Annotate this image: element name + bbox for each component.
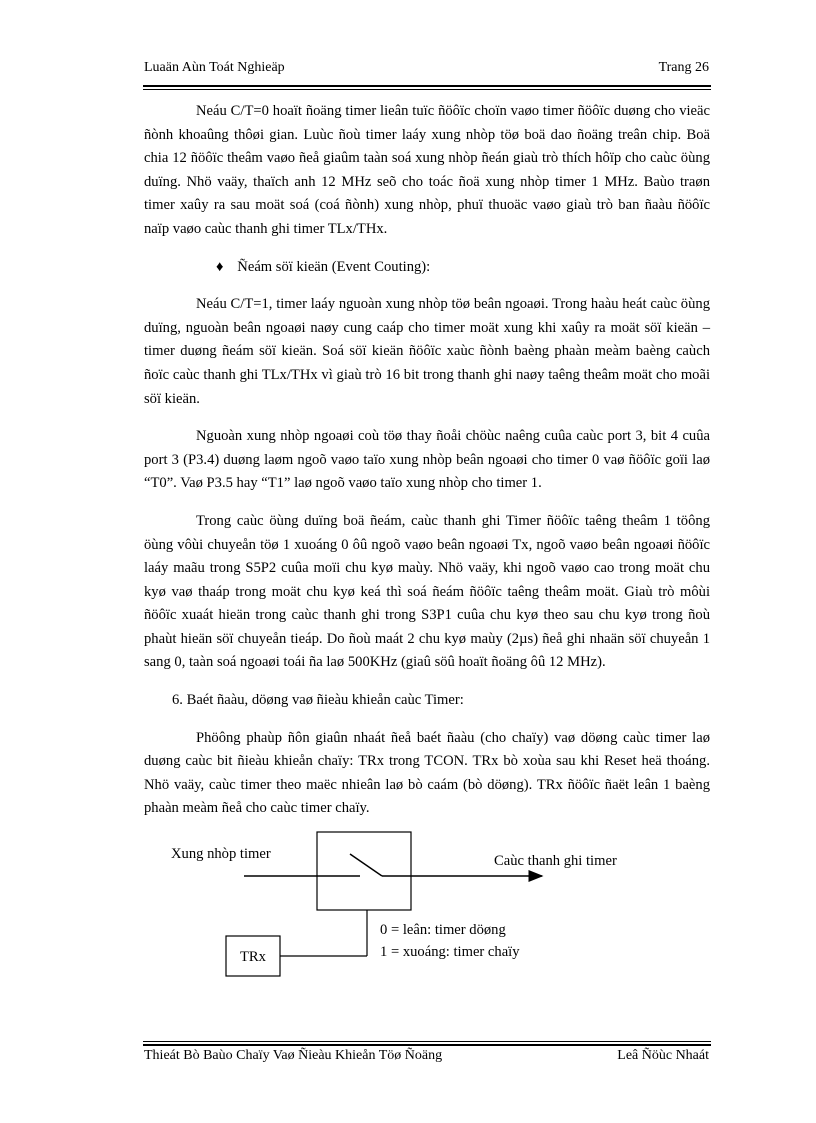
footer-author: Leâ Ñöùc Nhaát	[617, 1048, 709, 1063]
footer-title: Thieát Bò Baùo Chaïy Vaø Ñieàu Khieån Töø Ñoäng	[144, 1048, 443, 1063]
trx-label: TRx	[240, 949, 266, 965]
paragraph-5: Phöông phaùp ñôn giaûn nhaát ñeå baét ñaàu (cho chaïy) vaø döøng caùc timer laø duøng caùc bit ñieàu khieån chaïy: TRx trong TCON. TRx bò xoùa sau khi Reset heä thoáng. Nhö vaäy, caùc timer theo maëc nhieân laø bò caám (bò döøng). TRx ñöôïc ñaët leân 1 baèng phaàn meàm ñeå cho caùc timer chaïy.	[144, 729, 710, 817]
header-rule-thin	[143, 89, 711, 90]
output-label: Caùc thanh ghi timer	[494, 853, 617, 869]
diamond-bullet-icon: ♦	[216, 258, 224, 275]
header-title: Luaän Aùn Toát Nghieäp	[144, 60, 285, 75]
input-label: Xung nhòp timer	[171, 846, 271, 862]
timer-control-diagram	[144, 820, 710, 990]
paragraph-3: Nguoàn xung nhòp ngoaøi coù töø thay ñoåi chöùc naêng cuûa caùc port 3, bit 4 cuûa port 3 (P3.4) duøng laøm ngoõ vaøo taïo xung nhòp beân ngoaøi cho timer 0 vaø ñöôïc goïi laø “T0”. Vaø P3.5 hay “T1” laø ngoõ vaøo taïo xung nhòp cho timer 1.	[144, 428, 710, 492]
switch-blade	[350, 854, 382, 876]
paragraph-1: Neáu C/T=0 hoaït ñoäng timer lieân tuïc ñöôïc choïn vaøo timer ñöôïc duøng cho vieäc ñònh khoaûng thôøi gian. Luùc ñoù timer laáy xung nhòp töø boä dao ñoäng treân chip. Boä chia 12 ñöôïc theâm vaøo ñeå giaûm taàn soá xung nhòp ñeán giaù trò thích hôïp cho caùc öùng duïng. Nhö vaäy, thaïch anh 12 MHz seõ cho toác ñoä xung nhòp timer 1 MHz. Baùo traøn timer xaûy ra sau moät soá (coá ñònh) xung nhòp, phuï thuoäc vaøo giaù trò ban ñaàu ñöôïc naïp vaøo caùc thanh ghi timer TLx/THx.	[144, 103, 710, 237]
footer-rule-thin	[143, 1041, 711, 1042]
paragraph-4: Trong caùc öùng duïng boä ñeám, caùc thanh ghi Timer ñöôïc taêng theâm 1 töông öùng vôùi chuyeån töø 1 xuoáng 0 ôû ngoõ vaøo beân ngoaøi Tx, ngoõ vaøo beân ngoaøi ñöôïc laáy maãu trong S5P2 cuûa moïi chu kyø maùy. Nhö vaäy, khi ngoõ vaøo cao trong moät chu kyø vaø thaáp trong moät chu kyø keá thì soá ñeám ñöôïc taêng theâm moät. Giaù trò môùi ñöôïc xuaát hieän trong caùc thanh ghi trong S3P1 cuûa chu kyø theo sau chu kyø trong ñoù phaùt hieän söï chuyeån tieáp. Do ñoù maát 2 chu kyø maùy (2µs) ñeå ghi nhaän söï chuyeån 1 sang 0, taàn soá ngoaøi toái ña laø 500KHz (giaû söû hoaït ñoäng ôû 12 MHz).	[144, 512, 710, 671]
section-heading: 6. Baét ñaàu, döøng vaø ñieàu khieån caùc Timer:	[172, 692, 464, 709]
paragraph-2: Neáu C/T=1, timer laáy nguoàn xung nhòp töø beân ngoaøi. Trong haàu heát caùc öùng duïng, nguoàn beân ngoaøi naøy cung caáp cho timer moät xung khi xaûy ra moät söï kieän – timer duøng ñeám söï kieän. Soá söï kieän ñöôïc xaùc ñònh baèng phaàn meàm baèng caùch ñoïc caùc thanh ghi TLx/THx vì giaù trò 16 bit trong thanh ghi naøy taêng theâm moät cho moãi söï kieän.	[144, 296, 710, 407]
note-stop: 0 = leân: timer döøng	[380, 922, 506, 938]
main-content	[144, 100, 710, 835]
note-run: 1 = xuoáng: timer chaïy	[380, 944, 520, 960]
bullet-text: Ñeám söï kieän (Event Couting):	[237, 258, 431, 275]
bullet-item	[144, 256, 710, 280]
footer-rule	[143, 1044, 711, 1046]
page-number: Trang 26	[658, 60, 709, 75]
header-rule	[143, 85, 711, 87]
switch-box	[317, 832, 411, 910]
